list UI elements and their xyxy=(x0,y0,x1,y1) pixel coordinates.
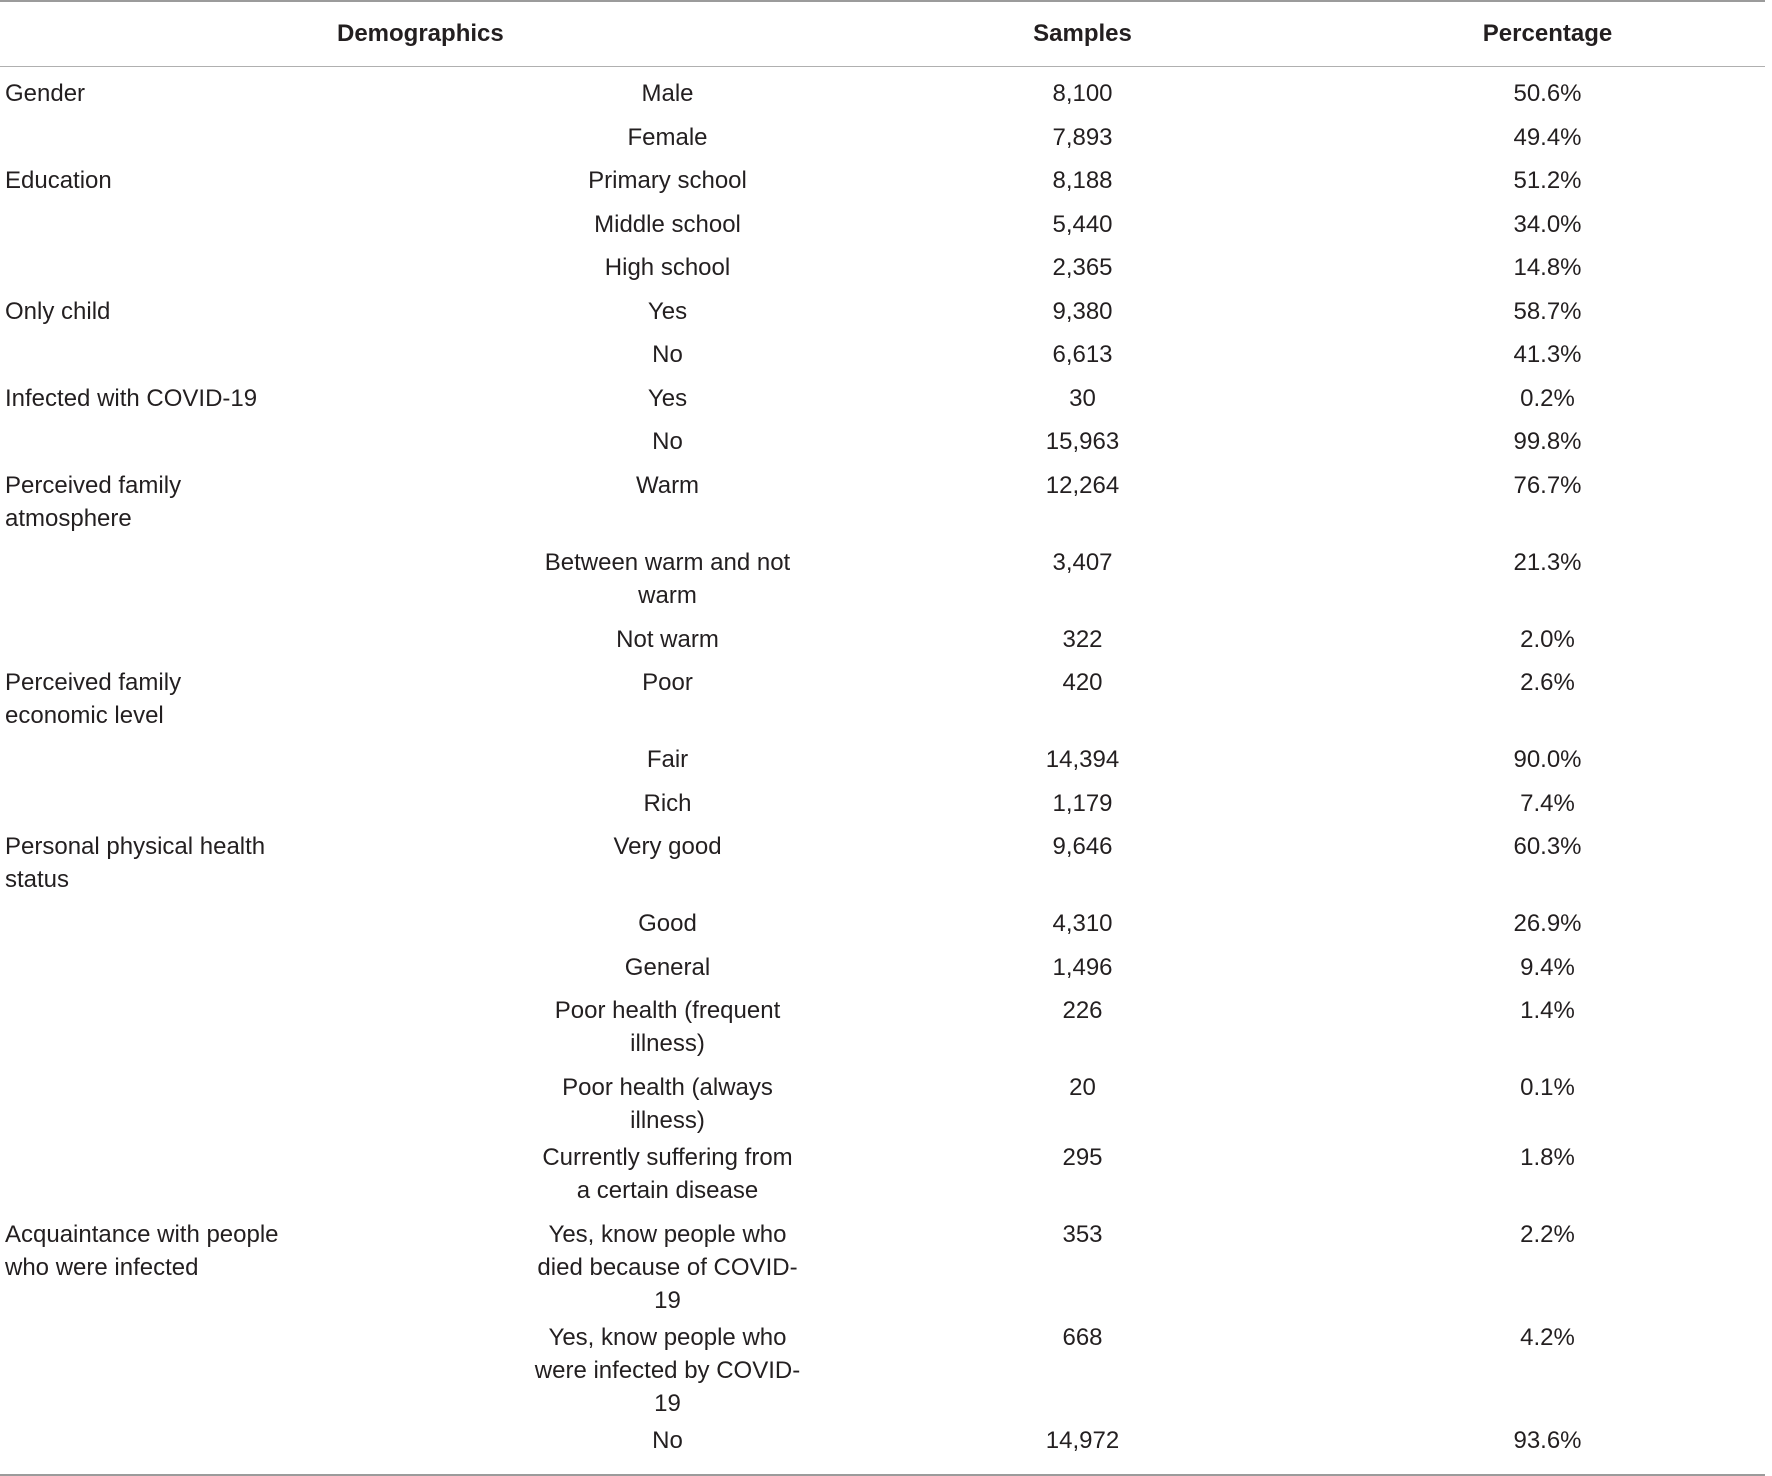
subcategory-label: No xyxy=(652,341,683,368)
percentage-cell: 0.1% xyxy=(1520,1074,1575,1101)
category-cell xyxy=(0,67,500,117)
category-cell xyxy=(0,291,500,335)
percentage-cell: 4.2% xyxy=(1520,1324,1575,1351)
percentage-cell: 1.4% xyxy=(1520,997,1575,1024)
samples-cell: 420 xyxy=(1062,669,1103,696)
category-cell xyxy=(0,247,500,291)
table-row xyxy=(0,903,1765,947)
category-cell xyxy=(0,334,500,378)
table-row xyxy=(0,1137,1765,1214)
subcategory-cell xyxy=(500,465,835,542)
subcategory-label: Not warm xyxy=(616,625,719,653)
subcategory-cell xyxy=(500,1317,835,1420)
samples-cell: 322 xyxy=(1062,625,1103,653)
table-row xyxy=(0,465,1765,542)
percentage-cell: 2.0% xyxy=(1520,625,1575,653)
percentage-cell: 41.3% xyxy=(1513,341,1582,368)
subcategory-label: Currently suffering from a certain disease xyxy=(542,1144,793,1204)
table-row xyxy=(0,826,1765,903)
category-label: Education xyxy=(5,167,112,194)
category-cell xyxy=(0,378,500,422)
samples-cell: 8,100 xyxy=(1052,80,1113,107)
samples-cell: 9,646 xyxy=(1052,833,1113,860)
samples-cell: 295 xyxy=(1062,1144,1103,1171)
subcategory-label: Warm xyxy=(635,471,700,499)
category-cell xyxy=(0,542,500,619)
percentage-cell: 9.4% xyxy=(1520,953,1575,981)
percentage-cell: 93.6% xyxy=(1513,1427,1582,1454)
header-demographics: Demographics xyxy=(337,20,504,47)
percentage-cell: 51.2% xyxy=(1513,167,1582,194)
percentage-cell: 99.8% xyxy=(1513,428,1582,455)
samples-cell: 1,179 xyxy=(1052,789,1113,817)
subcategory-cell xyxy=(500,67,835,117)
subcategory-label: Yes, know people who were infected by COVID-19 xyxy=(534,1324,801,1417)
percentage-cell: 60.3% xyxy=(1513,833,1582,860)
table-row xyxy=(0,739,1765,783)
subcategory-cell xyxy=(500,542,835,619)
samples-cell: 226 xyxy=(1062,997,1103,1024)
subcategory-cell xyxy=(500,783,835,827)
subcategory-cell xyxy=(500,160,835,204)
category-cell xyxy=(0,947,500,991)
category-cell xyxy=(0,465,500,542)
samples-cell: 15,963 xyxy=(1045,428,1120,455)
category-cell xyxy=(0,1137,500,1214)
percentage-cell: 21.3% xyxy=(1513,548,1582,576)
subcategory-label: Poor xyxy=(642,669,693,696)
subcategory-cell xyxy=(500,1214,835,1317)
category-cell xyxy=(0,990,500,1067)
subcategory-label: Good xyxy=(638,910,697,937)
subcategory-cell xyxy=(500,662,835,739)
category-label: Infected with COVID-19 xyxy=(5,384,258,412)
subcategory-label: Rich xyxy=(643,789,692,817)
table-row xyxy=(0,1420,1765,1475)
category-label: Gender xyxy=(5,80,86,107)
subcategory-cell xyxy=(500,990,835,1067)
table-header xyxy=(0,1,1765,67)
percentage-cell: 49.4% xyxy=(1513,123,1582,151)
subcategory-label: Middle school xyxy=(594,210,741,238)
table-row xyxy=(0,334,1765,378)
percentage-cell: 34.0% xyxy=(1513,210,1582,238)
category-cell xyxy=(0,662,500,739)
header-percentage: Percentage xyxy=(1482,20,1613,47)
samples-cell: 9,380 xyxy=(1052,297,1113,325)
percentage-cell: 1.8% xyxy=(1520,1144,1575,1171)
subcategory-cell xyxy=(500,247,835,291)
table-row xyxy=(0,990,1765,1067)
subcategory-label: Poor health (always illness) xyxy=(562,1074,773,1134)
subcategory-label: Male xyxy=(641,80,694,107)
category-cell xyxy=(0,421,500,465)
percentage-cell: 7.4% xyxy=(1520,789,1575,817)
percentage-cell: 2.6% xyxy=(1520,669,1575,696)
category-label: Perceived family economic level xyxy=(5,669,182,729)
table-row xyxy=(0,117,1765,161)
subcategory-cell xyxy=(500,334,835,378)
subcategory-cell xyxy=(500,1420,835,1475)
table-row xyxy=(0,947,1765,991)
category-cell xyxy=(0,1214,500,1317)
samples-cell: 353 xyxy=(1062,1221,1103,1248)
samples-cell: 8,188 xyxy=(1052,167,1113,194)
table-row xyxy=(0,662,1765,739)
table-row xyxy=(0,378,1765,422)
category-cell xyxy=(0,1317,500,1420)
category-cell xyxy=(0,783,500,827)
samples-cell: 2,365 xyxy=(1052,254,1113,281)
samples-cell: 20 xyxy=(1069,1074,1096,1101)
category-cell xyxy=(0,160,500,204)
subcategory-label: General xyxy=(624,953,711,981)
table-body xyxy=(0,67,1765,1475)
samples-cell: 30 xyxy=(1069,384,1096,412)
table-row xyxy=(0,1317,1765,1420)
table-row xyxy=(0,247,1765,291)
table-row xyxy=(0,1214,1765,1317)
subcategory-label: No xyxy=(652,428,683,455)
subcategory-label: Primary school xyxy=(588,167,747,194)
table-row xyxy=(0,1067,1765,1137)
subcategory-label: Yes xyxy=(647,297,688,325)
category-label: Perceived family atmosphere xyxy=(5,471,182,532)
samples-cell: 4,310 xyxy=(1052,910,1113,937)
table-row xyxy=(0,783,1765,827)
category-label: Only child xyxy=(5,297,111,325)
samples-cell: 668 xyxy=(1062,1324,1103,1351)
subcategory-label: Poor health (frequent illness) xyxy=(554,997,781,1057)
subcategory-label: High school xyxy=(604,254,731,281)
table-row xyxy=(0,619,1765,663)
percentage-cell: 26.9% xyxy=(1513,910,1582,937)
samples-cell: 5,440 xyxy=(1052,210,1113,238)
subcategory-cell xyxy=(500,903,835,947)
table-row xyxy=(0,542,1765,619)
header-samples: Samples xyxy=(1033,20,1132,47)
header-row xyxy=(0,1,1765,67)
percentage-cell: 58.7% xyxy=(1513,297,1582,325)
category-cell xyxy=(0,1067,500,1137)
table-row xyxy=(0,291,1765,335)
subcategory-label: Yes xyxy=(647,384,688,412)
category-label: Personal physical health status xyxy=(5,833,266,893)
category-cell xyxy=(0,903,500,947)
samples-cell: 3,407 xyxy=(1052,548,1113,576)
table-row xyxy=(0,204,1765,248)
subcategory-cell xyxy=(500,204,835,248)
category-label: Acquaintance with people who were infected xyxy=(5,1221,279,1281)
subcategory-label: Yes, know people who died because of COVID-19 xyxy=(537,1221,798,1314)
table-row xyxy=(0,67,1765,117)
subcategory-cell xyxy=(500,291,835,335)
percentage-cell: 90.0% xyxy=(1513,746,1582,773)
subcategory-cell xyxy=(500,619,835,663)
category-cell xyxy=(0,739,500,783)
subcategory-label: Between warm and not warm xyxy=(544,548,791,609)
subcategory-cell xyxy=(500,378,835,422)
table-row xyxy=(0,421,1765,465)
samples-cell: 1,496 xyxy=(1052,953,1113,981)
percentage-cell: 0.2% xyxy=(1520,384,1575,412)
category-cell xyxy=(0,204,500,248)
subcategory-cell xyxy=(500,117,835,161)
subcategory-label: Very good xyxy=(613,833,722,860)
samples-cell: 6,613 xyxy=(1052,341,1113,368)
samples-cell: 14,394 xyxy=(1045,746,1120,773)
table-row xyxy=(0,160,1765,204)
percentage-cell: 50.6% xyxy=(1513,80,1582,107)
subcategory-cell xyxy=(500,1067,835,1137)
category-cell xyxy=(0,117,500,161)
percentage-cell: 14.8% xyxy=(1513,254,1582,281)
percentage-cell: 76.7% xyxy=(1513,471,1582,499)
subcategory-cell xyxy=(500,1137,835,1214)
samples-cell: 7,893 xyxy=(1052,123,1113,151)
category-cell xyxy=(0,1420,500,1475)
subcategory-cell xyxy=(500,739,835,783)
category-cell xyxy=(0,619,500,663)
subcategory-label: Fair xyxy=(646,746,689,773)
subcategory-cell xyxy=(500,421,835,465)
subcategory-label: No xyxy=(652,1427,683,1454)
samples-cell: 12,264 xyxy=(1045,471,1120,499)
subcategory-cell xyxy=(500,826,835,903)
subcategory-label: Female xyxy=(627,123,708,151)
subcategory-cell xyxy=(500,947,835,991)
category-cell xyxy=(0,826,500,903)
percentage-cell: 2.2% xyxy=(1520,1221,1575,1248)
samples-cell: 14,972 xyxy=(1045,1427,1120,1454)
